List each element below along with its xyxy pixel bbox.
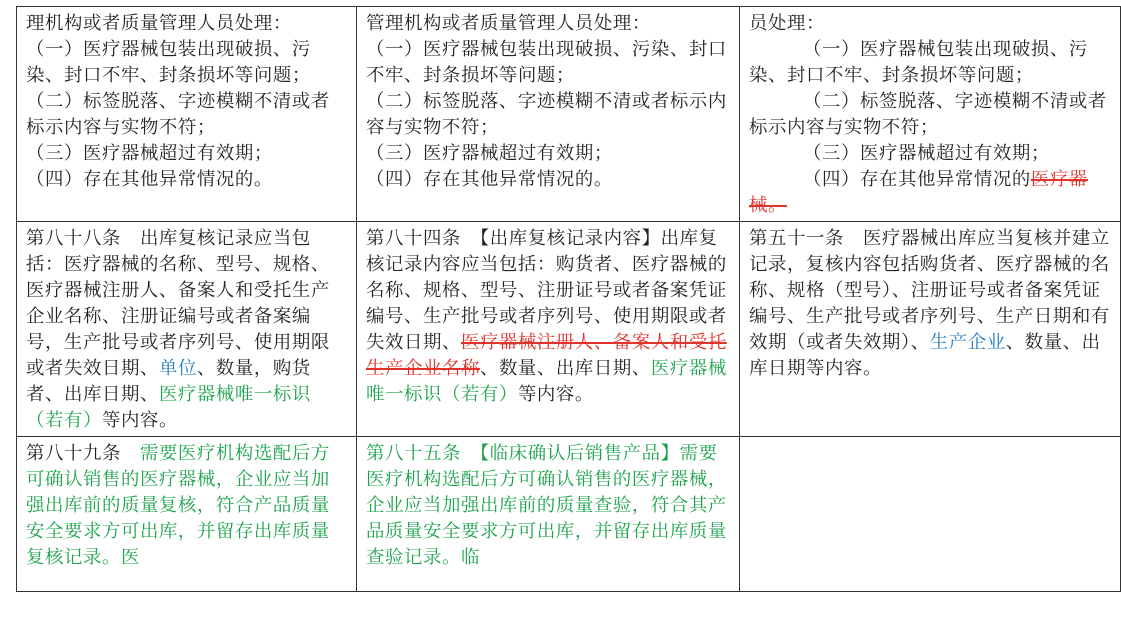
text-segment: （二）标签脱落、字迹模糊不清或者标示内容与实物不符； xyxy=(749,91,1107,138)
cell-paragraph xyxy=(26,226,348,434)
text-segment: 管理机构或者质量管理人员处理： xyxy=(366,13,651,34)
text-segment: 第八十九条 xyxy=(26,443,140,464)
added-text-segment: 医疗器械唯一标识（若有） xyxy=(366,358,727,405)
table-cell xyxy=(17,7,357,222)
cell-paragraph xyxy=(366,441,731,571)
text-segment: 等内容。 xyxy=(517,384,594,405)
added-text-segment: 需要医疗机构选配后方可确认销售的医疗器械，企业应当加强出库前的质量复核，符合产品质量安全要求方可出库，并留存出库质量复核记录。医 xyxy=(26,443,330,568)
deleted-text-segment: 医疗器械注册人、备案人和受托生产企业名称 xyxy=(366,332,727,379)
text-segment: 、数量、出库日期、 xyxy=(479,358,651,379)
text-segment: （四）存在其他异常情况的 xyxy=(803,169,1031,190)
text-segment: 理机构或者质量管理人员处理： xyxy=(26,13,292,34)
table-cell xyxy=(17,222,357,437)
table-cell xyxy=(357,7,740,222)
cell-paragraph xyxy=(26,441,348,571)
text-segment: 、数量，购货者、出库日期、 xyxy=(26,358,311,405)
cell-paragraph xyxy=(26,89,348,141)
text-segment: （一）医疗器械包装出现破损、污染、封口不牢、封条损坏等问题； xyxy=(366,39,727,86)
cell-paragraph xyxy=(749,226,1112,382)
cell-paragraph xyxy=(366,141,731,167)
text-segment: （二）标签脱落、字迹模糊不清或者标示内容与实物不符； xyxy=(366,91,727,138)
added-text-segment: 医疗器械唯一标识（若有） xyxy=(26,384,311,431)
regulation-comparison-table xyxy=(16,6,1121,592)
cell-paragraph xyxy=(749,11,1112,37)
deleted-text-segment: 医疗器械。 xyxy=(749,169,1088,216)
cell-paragraph xyxy=(366,37,731,89)
text-segment: （三）医疗器械超过有效期； xyxy=(366,143,613,164)
table-cell xyxy=(17,437,357,592)
text-segment: （三）医疗器械超过有效期； xyxy=(26,143,273,164)
table-cell xyxy=(740,437,1121,592)
cell-paragraph xyxy=(366,89,731,141)
cell-paragraph xyxy=(26,37,348,89)
cell-paragraph xyxy=(749,141,1112,167)
text-segment: （四）存在其他异常情况的。 xyxy=(366,169,613,190)
text-segment: 员处理： xyxy=(749,13,825,34)
text-segment: 、数量、出库日期等内容。 xyxy=(749,332,1101,379)
text-segment: 第八十四条 【出库复核记录内容】出库复核记录内容应当包括：购货者、医疗器械的名称、规格、型号、注册证号或者备案凭证编号、生产批号或者序列号、使用期限或者失效日期、 xyxy=(366,228,727,353)
cell-paragraph xyxy=(26,141,348,167)
changed-text-segment: 单位 xyxy=(158,358,197,379)
table-row xyxy=(17,437,1121,592)
cell-paragraph xyxy=(749,167,1112,219)
cell-paragraph xyxy=(749,89,1112,141)
text-segment: （一）医疗器械包装出现破损、污染、封口不牢、封条损坏等问题； xyxy=(749,39,1088,86)
cell-paragraph xyxy=(366,226,731,408)
text-segment: （二）标签脱落、字迹模糊不清或者标示内容与实物不符； xyxy=(26,91,330,138)
table-cell xyxy=(357,222,740,437)
cell-paragraph xyxy=(749,37,1112,89)
cell-paragraph xyxy=(26,11,348,37)
table-cell xyxy=(740,222,1121,437)
text-segment: （三）医疗器械超过有效期； xyxy=(803,143,1050,164)
table-cell xyxy=(740,7,1121,222)
text-segment: 第五十一条 医疗器械出库应当复核并建立记录，复核内容包括购货者、医疗器械的名称、规格（型号）、注册证号或者备案凭证编号、生产批号或者序列号、生产日期和有效期（或者失效期）、 xyxy=(749,228,1110,353)
text-segment: 等内容。 xyxy=(101,410,178,431)
cell-paragraph xyxy=(366,167,731,193)
added-text-segment: 第八十五条 【临床确认后销售产品】需要医疗机构选配后方可确认销售的医疗器械，企业应当加强出库前的质量查验，符合其产品质量安全要求方可出库，并留存出库质量查验记录。临 xyxy=(366,443,727,568)
text-segment: 第八十八条 出库复核记录应当包括：医疗器械的名称、型号、规格、医疗器械注册人、备案人和受托生产企业名称、注册证编号或者备案编号，生产批号或者序列号、使用期限或者失效日期、 xyxy=(26,228,330,379)
text-segment: （一）医疗器械包装出现破损、污染、封口不牢、封条损坏等问题； xyxy=(26,39,311,86)
cell-paragraph xyxy=(366,11,731,37)
text-segment: （四）存在其他异常情况的。 xyxy=(26,169,273,190)
changed-text-segment: 生产企业 xyxy=(929,332,1006,353)
table-row xyxy=(17,7,1121,222)
cell-paragraph xyxy=(26,167,348,193)
table-row xyxy=(17,222,1121,437)
table-cell xyxy=(357,437,740,592)
